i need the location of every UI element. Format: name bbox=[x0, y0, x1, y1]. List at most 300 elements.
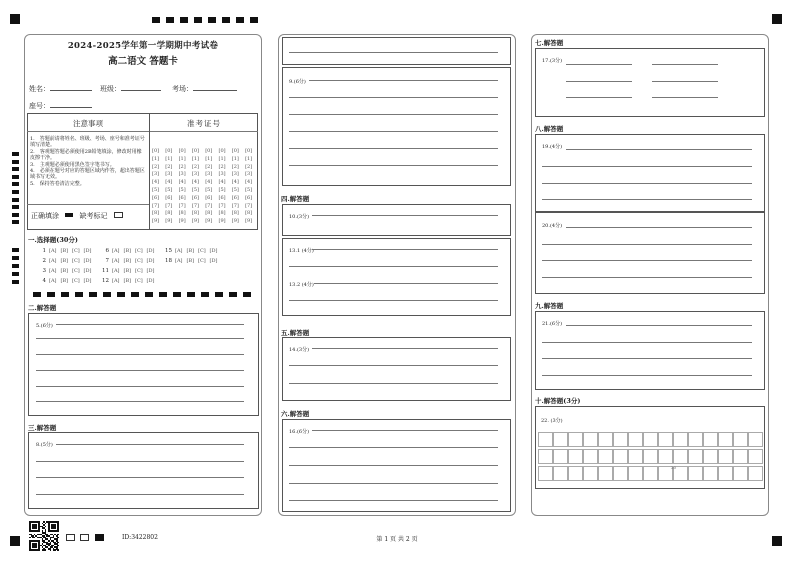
q5-label: 5.(6分) bbox=[36, 323, 53, 329]
exam-title: 2024-2025学年第一学期期中考试卷 bbox=[67, 41, 219, 51]
qr-module bbox=[34, 537, 36, 539]
mc-option-bubble[interactable]: [C] bbox=[198, 248, 206, 254]
id-digit-bubble[interactable]: [4] bbox=[178, 179, 186, 186]
corner-mark-top-right bbox=[772, 14, 782, 24]
id-digit-bubble[interactable]: [8] bbox=[178, 210, 186, 217]
essay-grid-cell[interactable] bbox=[628, 432, 643, 447]
notice-item: 2. 客观题答题必须使用2B铅笔填涂，修改时用橡皮擦干净。 bbox=[30, 148, 142, 162]
id-digit-bubble[interactable]: [1] bbox=[191, 155, 199, 162]
essay-grid-cell[interactable] bbox=[748, 432, 763, 447]
q20-label: 20.(4分) bbox=[542, 223, 563, 229]
notice-item: 1. 答题前请将姓名、班级、考场、座号和准考证号填写清楚。 bbox=[30, 136, 145, 149]
room-label: 考场： bbox=[172, 85, 193, 93]
timing-mark bbox=[131, 292, 139, 297]
timing-mark bbox=[47, 292, 55, 297]
id-digit-bubble[interactable]: [2] bbox=[178, 163, 186, 170]
id-digit-bubble[interactable]: [7] bbox=[165, 202, 173, 209]
mc-option-bubble[interactable]: [D] bbox=[146, 278, 155, 284]
essay-grid-cell[interactable] bbox=[703, 449, 718, 464]
mc-option-bubble[interactable]: [D] bbox=[146, 258, 155, 264]
qr-module bbox=[38, 549, 40, 551]
answer-line bbox=[566, 227, 752, 228]
timing-mark bbox=[236, 17, 244, 23]
mc-option-bubble[interactable]: [D] bbox=[146, 248, 155, 254]
essay-grid-cell[interactable] bbox=[673, 449, 688, 464]
id-digit-bubble[interactable]: [1] bbox=[165, 155, 173, 162]
mc-option-bubble[interactable]: [B] bbox=[60, 258, 69, 264]
id-digit-bubble[interactable]: [5] bbox=[178, 187, 186, 193]
id-digit-bubble[interactable]: [0] bbox=[152, 148, 160, 154]
mc-option-bubble[interactable]: [C] bbox=[135, 258, 143, 264]
answer-line bbox=[652, 64, 718, 65]
name-field[interactable] bbox=[29, 84, 92, 94]
essay-grid-cell[interactable] bbox=[733, 432, 748, 447]
id-digit-bubble[interactable]: [3] bbox=[191, 171, 199, 178]
id-digit-bubble[interactable]: [7] bbox=[218, 202, 226, 209]
q16-label: 16.(6分) bbox=[289, 429, 310, 435]
id-digit-bubble[interactable]: [6] bbox=[152, 194, 160, 201]
id-digit-bubble[interactable]: [1] bbox=[205, 155, 213, 162]
id-digit-bubble[interactable]: [8] bbox=[205, 210, 213, 217]
timing-mark bbox=[117, 292, 125, 297]
notice-item: 5. 保持答卷清洁完整。 bbox=[30, 180, 85, 187]
timing-mark bbox=[89, 292, 97, 297]
mc-option-bubble[interactable]: [A] bbox=[49, 278, 57, 284]
id-digit-bubble[interactable]: [3] bbox=[245, 171, 253, 178]
mc-option-bubble[interactable]: [D] bbox=[83, 248, 92, 254]
qr-module bbox=[57, 545, 59, 547]
page-number: 第 1 页 共 2 页 bbox=[376, 536, 418, 543]
footer-square-3 bbox=[95, 534, 104, 541]
answer-line bbox=[542, 277, 752, 278]
class-label: 班级： bbox=[100, 85, 121, 93]
timing-mark bbox=[12, 272, 19, 276]
answer-line bbox=[289, 383, 498, 384]
essay-grid-cell[interactable] bbox=[658, 449, 673, 464]
id-digit-bubble[interactable]: [5] bbox=[152, 187, 160, 193]
essay-grid-cell[interactable] bbox=[643, 466, 658, 481]
essay-grid-cell[interactable] bbox=[613, 466, 628, 481]
id-digit-bubble[interactable]: [4] bbox=[205, 179, 213, 186]
essay-grid-cell[interactable] bbox=[583, 449, 598, 464]
timing-mark bbox=[194, 17, 202, 23]
id-digit-bubble[interactable]: [8] bbox=[152, 210, 160, 217]
timing-mark bbox=[180, 17, 188, 23]
timing-mark bbox=[12, 248, 19, 252]
id-digit-bubble[interactable]: [3] bbox=[218, 171, 226, 178]
mc-question-number: 4 bbox=[42, 278, 46, 284]
q22-label: 22. (3分) bbox=[541, 418, 563, 424]
mc-option-bubble[interactable]: [B] bbox=[60, 268, 69, 274]
essay-grid-cell[interactable] bbox=[733, 449, 748, 464]
timing-mark bbox=[12, 182, 19, 186]
mc-option-bubble[interactable]: [C] bbox=[72, 258, 80, 264]
section-9-box bbox=[535, 311, 765, 390]
essay-grid-cell[interactable] bbox=[718, 449, 733, 464]
essay-grid-cell[interactable] bbox=[613, 432, 628, 447]
mc-option-bubble[interactable]: [D] bbox=[83, 268, 92, 274]
mc-option-bubble[interactable]: [D] bbox=[209, 258, 218, 264]
section-4-box-1 bbox=[282, 204, 511, 236]
essay-grid-cell[interactable] bbox=[613, 449, 628, 464]
id-digit-bubble[interactable]: [6] bbox=[218, 194, 226, 201]
absent-mark-label: 缺考标记 bbox=[79, 212, 108, 220]
answer-line bbox=[289, 266, 498, 267]
answer-line bbox=[652, 81, 718, 82]
section-7-box bbox=[535, 48, 765, 117]
essay-grid-cell[interactable] bbox=[703, 432, 718, 447]
answer-line bbox=[312, 249, 498, 250]
notice-item: 3. 主观题必须使用黑色签字笔书写。 bbox=[30, 161, 115, 168]
qr-module bbox=[35, 527, 37, 529]
id-digit-bubble[interactable]: [1] bbox=[152, 155, 160, 162]
essay-grid-cell[interactable] bbox=[568, 449, 583, 464]
answer-line bbox=[289, 114, 498, 115]
id-digit-bubble[interactable]: [7] bbox=[178, 202, 186, 209]
id-digit-bubble[interactable]: [6] bbox=[231, 194, 239, 201]
id-digit-bubble[interactable]: [5] bbox=[231, 187, 239, 193]
timing-mark bbox=[208, 17, 216, 23]
essay-grid-cell[interactable] bbox=[718, 466, 733, 481]
essay-grid-cell[interactable] bbox=[583, 432, 598, 447]
fill-correct-label: 正确填涂 bbox=[31, 212, 59, 220]
essay-grid-cell[interactable] bbox=[568, 466, 583, 481]
answer-line bbox=[566, 81, 632, 82]
seat-field[interactable] bbox=[29, 101, 92, 111]
essay-grid-cell[interactable] bbox=[553, 432, 568, 447]
answer-line bbox=[566, 64, 632, 65]
id-digit-bubble[interactable]: [4] bbox=[231, 179, 239, 186]
essay-grid-cell[interactable] bbox=[688, 449, 703, 464]
paper-id: ID:3422802 bbox=[122, 534, 158, 541]
answer-line bbox=[289, 148, 498, 149]
section-5-title: 五.解答题 bbox=[281, 329, 310, 337]
essay-grid-cell[interactable] bbox=[598, 449, 613, 464]
section-4-title: 四.解答题 bbox=[281, 195, 310, 203]
timing-mark bbox=[12, 175, 19, 179]
mc-question-number: 18 bbox=[165, 258, 172, 264]
id-digit-bubble[interactable]: [9] bbox=[191, 218, 199, 225]
essay-grid-cell[interactable] bbox=[598, 432, 613, 447]
mc-option-bubble[interactable]: [C] bbox=[135, 248, 143, 254]
footer-square-2 bbox=[80, 534, 89, 541]
mc-option-bubble[interactable]: [A] bbox=[112, 268, 120, 274]
id-digit-bubble[interactable]: [0] bbox=[231, 148, 239, 154]
id-digit-bubble[interactable]: [8] bbox=[165, 210, 173, 217]
timing-mark bbox=[12, 264, 19, 268]
essay-grid-cell[interactable] bbox=[688, 432, 703, 447]
q10-label: 10.(3分) bbox=[289, 214, 310, 220]
q17-label: 17.(3分) bbox=[542, 58, 563, 64]
id-digit-bubble[interactable]: [9] bbox=[245, 218, 253, 225]
q8-continued-box bbox=[282, 37, 511, 65]
section-9-title: 九.解答题 bbox=[535, 302, 564, 310]
fill-example bbox=[31, 211, 123, 221]
id-digit-bubble[interactable]: [6] bbox=[178, 194, 186, 201]
section-8-box-1 bbox=[535, 134, 765, 212]
timing-mark bbox=[12, 198, 19, 202]
id-digit-bubble[interactable]: [5] bbox=[191, 187, 199, 193]
essay-grid-cell[interactable] bbox=[538, 466, 553, 481]
qr-module bbox=[54, 527, 56, 529]
essay-grid-cell[interactable] bbox=[748, 466, 763, 481]
section-8-box-2 bbox=[535, 212, 765, 294]
id-digit-bubble[interactable]: [3] bbox=[231, 171, 239, 178]
mc-option-bubble[interactable]: [C] bbox=[72, 268, 80, 274]
fill-divider bbox=[27, 204, 149, 205]
answer-line bbox=[289, 500, 498, 501]
id-digit-bubble[interactable]: [5] bbox=[205, 187, 213, 193]
q13-2-label: 13.2 (4分) bbox=[289, 282, 314, 288]
notice-title: 注意事项 bbox=[73, 119, 103, 128]
answer-line bbox=[566, 149, 752, 150]
timing-mark bbox=[187, 292, 195, 297]
timing-mark bbox=[12, 160, 19, 164]
id-digit-bubble[interactable]: [4] bbox=[152, 179, 160, 186]
id-digit-bubble[interactable]: [0] bbox=[245, 148, 253, 154]
id-digit-bubble[interactable]: [5] bbox=[218, 187, 226, 193]
essay-grid-cell[interactable] bbox=[598, 466, 613, 481]
qr-module bbox=[38, 530, 40, 532]
id-digit-bubble[interactable]: [8] bbox=[245, 210, 253, 217]
answer-line bbox=[314, 283, 498, 284]
id-digit-bubble[interactable]: [0] bbox=[178, 148, 186, 154]
timing-mark bbox=[12, 167, 19, 171]
id-digit-bubble[interactable]: [4] bbox=[191, 179, 199, 186]
id-digit-bubble[interactable]: [0] bbox=[191, 148, 199, 154]
exam-id-title: 准考证号 bbox=[187, 119, 221, 128]
essay-grid-cell[interactable] bbox=[628, 466, 643, 481]
id-digit-bubble[interactable]: [2] bbox=[205, 163, 213, 170]
mc-option-bubble[interactable]: [B] bbox=[123, 268, 132, 274]
answer-line bbox=[56, 324, 244, 325]
mc-option-bubble[interactable]: [B] bbox=[60, 248, 69, 254]
essay-grid-cell[interactable] bbox=[688, 466, 703, 481]
answer-line bbox=[289, 465, 498, 466]
id-digit-bubble[interactable]: [9] bbox=[165, 218, 173, 225]
id-digit-bubble[interactable]: [1] bbox=[245, 155, 253, 162]
essay-grid-cell[interactable] bbox=[568, 432, 583, 447]
timing-mark bbox=[12, 280, 19, 284]
notice-divider bbox=[149, 113, 150, 230]
mc-option-bubble[interactable]: [A] bbox=[49, 268, 57, 274]
id-digit-bubble[interactable]: [0] bbox=[205, 148, 213, 154]
qr-module bbox=[57, 534, 59, 536]
id-digit-bubble[interactable]: [7] bbox=[231, 202, 239, 209]
id-digit-bubble[interactable]: [8] bbox=[191, 210, 199, 217]
id-digit-bubble[interactable]: [7] bbox=[152, 202, 160, 209]
id-digit-bubble[interactable]: [2] bbox=[165, 163, 173, 170]
section-5-box bbox=[282, 337, 511, 401]
mc-option-bubble[interactable]: [A] bbox=[112, 248, 120, 254]
essay-grid-cell[interactable] bbox=[703, 466, 718, 481]
timing-mark bbox=[215, 292, 223, 297]
mc-option-bubble[interactable]: [C] bbox=[72, 248, 80, 254]
id-digit-bubble[interactable]: [5] bbox=[245, 187, 253, 193]
answer-line bbox=[542, 244, 752, 245]
essay-grid-cell[interactable] bbox=[658, 432, 673, 447]
mc-question-number: 12 bbox=[102, 278, 109, 284]
essay-grid-cell[interactable] bbox=[628, 449, 643, 464]
answer-line bbox=[289, 165, 498, 166]
mc-option-bubble[interactable]: [B] bbox=[186, 248, 195, 254]
qr-module bbox=[54, 549, 56, 551]
mc-option-bubble[interactable]: [D] bbox=[209, 248, 218, 254]
essay-grid-count: 20 bbox=[671, 465, 677, 470]
mc-option-bubble[interactable]: [C] bbox=[135, 268, 143, 274]
timing-mark bbox=[12, 205, 19, 209]
id-digit-bubble[interactable]: [0] bbox=[165, 148, 173, 154]
qr-code bbox=[29, 521, 59, 551]
q14-label: 14.(3分) bbox=[289, 347, 310, 353]
mc-option-bubble[interactable]: [B] bbox=[123, 248, 132, 254]
timing-mark bbox=[103, 292, 111, 297]
answer-line bbox=[542, 260, 752, 261]
timing-mark bbox=[145, 292, 153, 297]
answer-line bbox=[36, 370, 244, 371]
id-digit-bubble[interactable]: [8] bbox=[218, 210, 226, 217]
qr-module bbox=[45, 526, 47, 528]
mc-question-number: 15 bbox=[165, 248, 172, 254]
answer-line bbox=[542, 358, 752, 359]
essay-grid-cell[interactable] bbox=[643, 449, 658, 464]
id-digit-bubble[interactable]: [0] bbox=[218, 148, 226, 154]
answer-line bbox=[289, 300, 498, 301]
id-digit-bubble[interactable]: [7] bbox=[205, 202, 213, 209]
id-digit-bubble[interactable]: [2] bbox=[245, 163, 253, 170]
timing-mark bbox=[222, 17, 230, 23]
answer-line bbox=[36, 386, 244, 387]
mc-option-bubble[interactable]: [A] bbox=[49, 248, 57, 254]
essay-grid-cell[interactable] bbox=[673, 432, 688, 447]
answer-line bbox=[289, 447, 498, 448]
mc-option-bubble[interactable]: [A] bbox=[175, 248, 183, 254]
id-digit-bubble[interactable]: [6] bbox=[245, 194, 253, 201]
timing-mark bbox=[152, 17, 160, 23]
id-digit-bubble[interactable]: [2] bbox=[191, 163, 199, 170]
qr-module bbox=[57, 530, 59, 532]
timing-mark bbox=[201, 292, 209, 297]
q9-label: 9.(6分) bbox=[289, 79, 306, 85]
id-digit-bubble[interactable]: [1] bbox=[231, 155, 239, 162]
id-digit-bubble[interactable]: [1] bbox=[218, 155, 226, 162]
answer-line bbox=[289, 97, 498, 98]
mc-option-bubble[interactable]: [C] bbox=[198, 258, 206, 264]
answer-line bbox=[289, 52, 498, 53]
mc-option-bubble[interactable]: [A] bbox=[49, 258, 57, 264]
mc-option-bubble[interactable]: [C] bbox=[72, 278, 80, 284]
mc-option-bubble[interactable]: [A] bbox=[112, 278, 120, 284]
mc-option-bubble[interactable]: [B] bbox=[60, 278, 69, 284]
timing-mark bbox=[166, 17, 174, 23]
essay-grid-cell[interactable] bbox=[538, 432, 553, 447]
card-subtitle: 高二语文 答题卡 bbox=[108, 56, 178, 67]
essay-grid-cell[interactable] bbox=[718, 432, 733, 447]
essay-grid-cell[interactable] bbox=[538, 449, 553, 464]
mc-question-number: 1 bbox=[42, 248, 46, 254]
id-digit-bubble[interactable]: [4] bbox=[218, 179, 226, 186]
section-6-title: 六.解答题 bbox=[281, 410, 310, 418]
mc-question-number: 2 bbox=[42, 258, 46, 264]
id-digit-bubble[interactable]: [4] bbox=[165, 179, 173, 186]
mc-option-bubble[interactable]: [C] bbox=[135, 278, 143, 284]
essay-grid-cell[interactable] bbox=[553, 449, 568, 464]
timing-mark bbox=[12, 152, 19, 156]
absent-checkbox[interactable] bbox=[114, 212, 123, 218]
answer-line bbox=[289, 365, 498, 366]
qr-module bbox=[29, 537, 31, 539]
id-digit-bubble[interactable]: [5] bbox=[165, 187, 173, 193]
id-digit-bubble[interactable]: [7] bbox=[245, 202, 253, 209]
notice-header-line bbox=[27, 131, 258, 132]
answer-line bbox=[566, 97, 632, 98]
id-digit-bubble[interactable]: [3] bbox=[205, 171, 213, 178]
answer-line bbox=[309, 80, 498, 81]
id-digit-bubble[interactable]: [9] bbox=[231, 218, 239, 225]
corner-mark-bottom-right bbox=[772, 536, 782, 546]
corner-mark-top-left bbox=[10, 14, 20, 24]
room-field[interactable] bbox=[172, 84, 237, 94]
id-digit-bubble[interactable]: [3] bbox=[165, 171, 173, 178]
id-digit-bubble[interactable]: [1] bbox=[178, 155, 186, 162]
essay-grid-cell[interactable] bbox=[553, 466, 568, 481]
essay-grid-cell[interactable] bbox=[583, 466, 598, 481]
timing-mark bbox=[12, 220, 19, 224]
answer-line bbox=[542, 183, 752, 184]
id-digit-bubble[interactable]: [2] bbox=[218, 163, 226, 170]
id-digit-bubble[interactable]: [9] bbox=[205, 218, 213, 225]
id-digit-bubble[interactable]: [9] bbox=[152, 218, 160, 225]
id-digit-bubble[interactable]: [6] bbox=[165, 194, 173, 201]
answer-line bbox=[36, 338, 244, 339]
answer-line bbox=[36, 461, 244, 462]
essay-grid-cell[interactable] bbox=[643, 432, 658, 447]
mc-option-bubble[interactable]: [B] bbox=[186, 258, 195, 264]
mc-option-bubble[interactable]: [A] bbox=[175, 258, 183, 264]
timing-mark bbox=[12, 256, 19, 260]
mc-option-bubble[interactable]: [D] bbox=[83, 258, 92, 264]
qr-module bbox=[45, 523, 47, 525]
mc-option-bubble[interactable]: [A] bbox=[112, 258, 120, 264]
id-digit-bubble[interactable]: [3] bbox=[178, 171, 186, 178]
corner-mark-bottom-left bbox=[10, 536, 20, 546]
id-digit-bubble[interactable]: [4] bbox=[245, 179, 253, 186]
essay-grid-cell[interactable] bbox=[733, 466, 748, 481]
essay-grid-cell[interactable] bbox=[748, 449, 763, 464]
mc-option-bubble[interactable]: [D] bbox=[146, 268, 155, 274]
id-digit-bubble[interactable]: [2] bbox=[152, 163, 160, 170]
id-digit-bubble[interactable]: [8] bbox=[231, 210, 239, 217]
id-digit-bubble[interactable]: [6] bbox=[205, 194, 213, 201]
id-digit-bubble[interactable]: [9] bbox=[218, 218, 226, 225]
class-field[interactable] bbox=[100, 84, 161, 94]
id-digit-bubble[interactable]: [9] bbox=[178, 218, 186, 225]
id-digit-bubble[interactable]: [3] bbox=[152, 171, 160, 178]
timing-mark bbox=[12, 190, 19, 194]
mc-option-bubble[interactable]: [B] bbox=[123, 258, 132, 264]
section-2-title: 二.解答题 bbox=[28, 304, 57, 312]
id-digit-bubble[interactable]: [7] bbox=[191, 202, 199, 209]
mc-option-bubble[interactable]: [D] bbox=[83, 278, 92, 284]
timing-mark bbox=[243, 292, 251, 297]
mc-option-bubble[interactable]: [B] bbox=[123, 278, 132, 284]
q19-label: 19.(4分) bbox=[542, 144, 563, 150]
id-digit-bubble[interactable]: [6] bbox=[191, 194, 199, 201]
qr-module bbox=[57, 542, 59, 544]
answer-line bbox=[566, 325, 752, 326]
timing-mark bbox=[250, 17, 258, 23]
id-digit-bubble[interactable]: [2] bbox=[231, 163, 239, 170]
